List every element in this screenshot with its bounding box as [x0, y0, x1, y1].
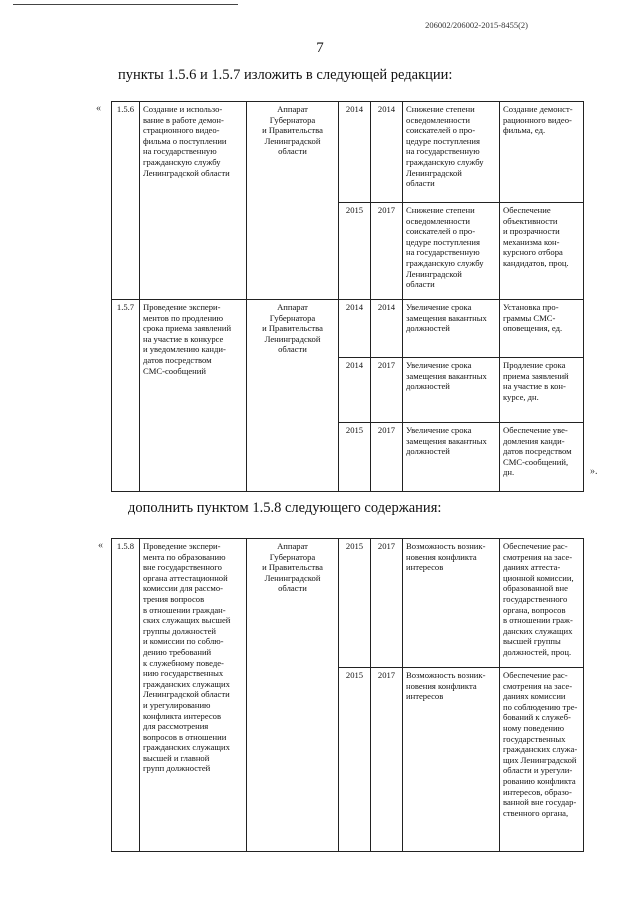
- item-event: Проведение экспери- ментов по продлению срока приема заявлений на участие в конкурсе и уведомлению канди- датов посредством СМС-сообщений: [140, 300, 247, 492]
- indicator: Обеспечение рас- смотрения на засе- даниях комиссии по соблюдению тре- бований к служеб- ному поведению государственных гражданских служа- щих Ленинградской области и урегули- рованию конфликта интересов, образо- ванной вне государ- ственного органа,: [500, 668, 584, 852]
- item-event: Проведение экспери- мента по образованию вне государственного органа аттестационной комиссии для рассмо- трения вопросов в отношении граждан- ских служащих высшей группы должностей и комиссии по соблю- дению требований к служебному поведе- нию государственных гражданских служащих Ленинградской области и урегулированию конфликта интересов для рассмотрения вопросов в отношении гражданских служащих высшей и главной групп должностей: [140, 539, 247, 852]
- end-year: 2017: [371, 203, 403, 300]
- expected-result: Возможность возник- новения конфликта интересов: [403, 539, 500, 668]
- item-executor: Аппарат Губернатора и Правительства Ленинградской области: [247, 102, 339, 300]
- table-2: [111, 538, 584, 852]
- end-year: 2014: [371, 102, 403, 203]
- end-year: 2017: [371, 423, 403, 492]
- table-row: [112, 539, 584, 668]
- doc-code: 206002/206002-2015-8455(2): [425, 20, 528, 30]
- table-1: [111, 101, 584, 492]
- table-row: [112, 102, 584, 203]
- expected-result: Снижение степени осведомленности соискателей о про- цедуре поступления на государственную гражданскую службу Ленинградской области: [403, 203, 500, 300]
- start-year: 2014: [339, 358, 371, 423]
- start-year: 2015: [339, 539, 371, 668]
- indicator: Обеспечение объективности и прозрачности механизма кон- курсного отбора кандидатов, проц.: [500, 203, 584, 300]
- item-event: Создание и использо- вание в работе демон- страционного видео- фильма о поступлении на государственную гражданскую службу Ленинградской области: [140, 102, 247, 300]
- expected-result: Снижение степени осведомленности соискателей о про- цедуре поступления на государственную гражданскую службу Ленинградской области: [403, 102, 500, 203]
- section1-close-quote: ».: [590, 466, 598, 477]
- start-year: 2014: [339, 300, 371, 358]
- end-year: 2017: [371, 358, 403, 423]
- item-number: 1.5.8: [112, 539, 140, 852]
- page-number: 7: [316, 40, 324, 56]
- start-year: 2015: [339, 423, 371, 492]
- indicator: Установка про- граммы СМС- оповещения, ед.: [500, 300, 584, 358]
- indicator: Создание демонст- рационного видео- фильма, ед.: [500, 102, 584, 203]
- start-year: 2015: [339, 668, 371, 852]
- end-year: 2017: [371, 668, 403, 852]
- start-year: 2015: [339, 203, 371, 300]
- expected-result: Возможность возник- новения конфликта интересов: [403, 668, 500, 852]
- item-executor: Аппарат Губернатора и Правительства Ленинградской области: [247, 300, 339, 492]
- expected-result: Увеличение срока замещения вакантных должностей: [403, 358, 500, 423]
- section1-heading: пункты 1.5.6 и 1.5.7 изложить в следующей редакции:: [118, 67, 453, 83]
- expected-result: Увеличение срока замещения вакантных должностей: [403, 300, 500, 358]
- end-year: 2014: [371, 300, 403, 358]
- item-number: 1.5.6: [112, 102, 140, 300]
- section2-open-quote: «: [98, 540, 103, 551]
- table-row: [112, 300, 584, 358]
- item-executor: Аппарат Губернатора и Правительства Ленинградской области: [247, 539, 339, 852]
- section1-open-quote: «: [96, 103, 101, 114]
- start-year: 2014: [339, 102, 371, 203]
- top-rule: [13, 4, 238, 5]
- end-year: 2017: [371, 539, 403, 668]
- item-number: 1.5.7: [112, 300, 140, 492]
- section2-heading: дополнить пунктом 1.5.8 следующего содержания:: [128, 500, 442, 516]
- indicator: Обеспечение рас- смотрения на засе- даниях аттеста- ционной комиссии, образованной вне государственного органа, вопросов в отношении граж- данских служащих высшей группы должностей, проц.: [500, 539, 584, 668]
- indicator: Продление срока приема заявлений на участие в кон- курсе, дн.: [500, 358, 584, 423]
- expected-result: Увеличение срока замещения вакантных должностей: [403, 423, 500, 492]
- indicator: Обеспечение уве- домления канди- датов посредством СМС-сообщений, дн.: [500, 423, 584, 492]
